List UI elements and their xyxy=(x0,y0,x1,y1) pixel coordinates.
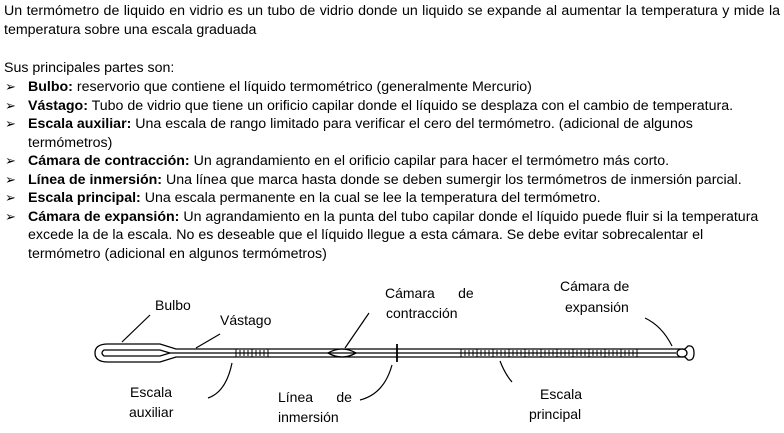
part-desc: Un agrandamiento en la punta del tubo capilar donde el líquido puede fluir si la temperatura excede la de la escala. No es deseable que el líquido llegue a esta cámara. Se debe evitar sobrecalentar el termómetro (adicional en algunos termómetros) xyxy=(28,208,759,262)
list-item xyxy=(4,152,774,171)
arrow-bullet-icon: ➢ xyxy=(5,171,16,187)
list-item xyxy=(4,208,774,264)
arrow-bullet-icon: ➢ xyxy=(5,153,16,168)
list-item xyxy=(4,78,774,97)
list-item xyxy=(4,115,774,152)
arrow-bullet-icon: ➢ xyxy=(5,208,16,224)
list-item xyxy=(4,171,774,190)
arrow-bullet-icon: ➢ xyxy=(5,97,16,113)
arrow-bullet-icon: ➢ xyxy=(5,79,16,94)
part-desc: Tubo de vidrio que tiene un orificio capilar donde el líquido se desplaza con el cambio de temperatura. xyxy=(87,97,734,114)
label-escala-principal-2: principal xyxy=(529,406,582,422)
label-vastago: Vástago xyxy=(220,312,272,328)
list-item xyxy=(4,97,774,116)
label-camara-contraccion-2: contracción xyxy=(386,305,458,321)
part-term: Vástago: xyxy=(28,97,88,114)
parts-list xyxy=(4,78,774,263)
arrow-bullet-icon: ➢ xyxy=(5,190,16,205)
thermometer-diagram xyxy=(0,270,784,433)
part-desc: Un agrandamiento en el orificio capilar para hacer el termómetro más corto. xyxy=(189,153,670,169)
label-camara-expansion-2: expansión xyxy=(565,299,629,315)
part-desc: Una escala de rango limitado para verificar el cero del termómetro. (adicional de algunos termómetros) xyxy=(28,116,693,151)
part-term: Escala auxiliar: xyxy=(28,116,132,132)
label-escala-auxiliar-2: auxiliar xyxy=(129,404,174,420)
intro-paragraph: Un termómetro de liquido en vidrio es un tubo de vidrio donde un liquido se expande al aumentar la temperatura y mide la temperatura sobre una escala graduada xyxy=(4,3,780,38)
arrow-bullet-icon: ➢ xyxy=(5,116,16,131)
label-escala-principal-1: Escala xyxy=(540,386,583,402)
part-term: Cámara de contracción: xyxy=(28,153,190,169)
label-linea-inmersion-1: Línea de xyxy=(278,389,352,405)
thermometer-tube xyxy=(95,344,694,362)
label-linea-inmersion-2: inmersión xyxy=(278,409,339,425)
label-bulbo: Bulbo xyxy=(155,297,191,313)
label-camara-contraccion-1: Cámara de xyxy=(385,285,474,301)
part-term: Cámara de expansión: xyxy=(28,208,180,225)
parts-heading: Sus principales partes son: xyxy=(4,60,175,76)
label-camara-expansion-1: Cámara de xyxy=(560,278,630,294)
part-term: Bulbo: xyxy=(28,79,73,95)
list-item xyxy=(4,189,774,208)
part-desc: reservorio que contiene el líquido termométrico (generalmente Mercurio) xyxy=(72,79,532,95)
part-term: Línea de inmersión: xyxy=(28,171,163,188)
label-escala-auxiliar-1: Escala xyxy=(130,384,173,400)
part-desc: Una escala permanente en la cual se lee la temperatura del termómetro. xyxy=(140,190,601,206)
part-term: Escala principal: xyxy=(28,190,141,206)
part-desc: Una línea que marca hasta donde se deben sumergir los termómetros de inmersión parcial. xyxy=(162,171,742,188)
